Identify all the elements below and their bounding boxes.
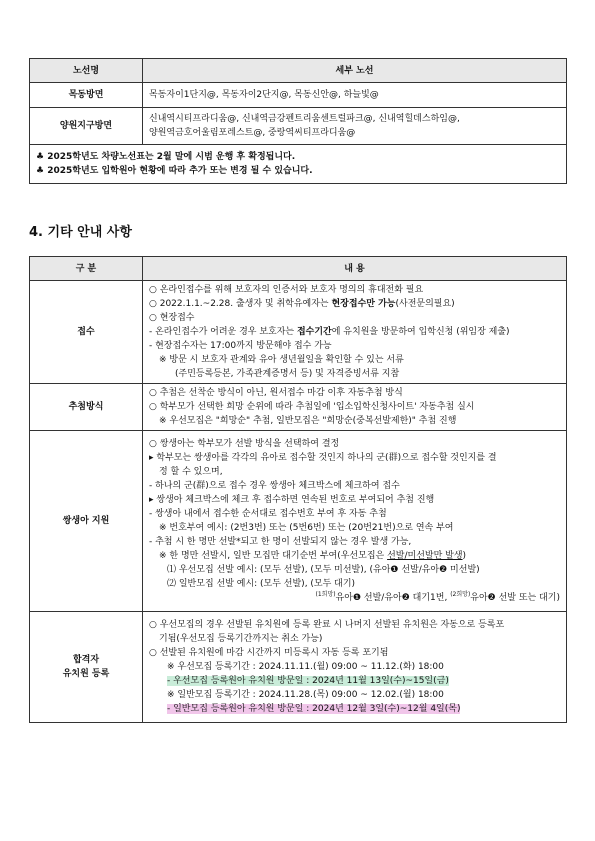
content-line: - 현장접수자는 17:00까지 방문해야 접수 가능 bbox=[149, 341, 332, 351]
content-line bbox=[149, 702, 560, 716]
highlight-green: - 우선모집 등록원아 유치원 방문일 : 2024년 11월 13일(수)~15일(금) bbox=[167, 676, 449, 686]
content-line: ※ 방문 시 보호자 관계와 유아 생년월일을 확인할 수 있는 서류 bbox=[159, 355, 404, 365]
route-name: 목동방면 bbox=[30, 83, 143, 108]
content-line: ▸ 학부모는 쌍생아를 각각의 유아로 접수할 것인지 하나의 군(群)으로 접수할 것인지를 결 bbox=[149, 453, 497, 463]
row-content bbox=[143, 612, 567, 723]
table-row-lottery bbox=[30, 384, 567, 431]
content-line: ※ 일반모집 등록기간 : 2024.11.28.(목) 09:00 ~ 12.02.(월) 18:00 bbox=[167, 690, 444, 700]
route-detail bbox=[143, 83, 567, 108]
content-line: (주민등록등본, 가족관계증명서 등) 및 자격증빙서류 지참 bbox=[175, 369, 400, 379]
content-line: - 온라인접수가 어려운 경우 보호자는 접수기간에 유치원을 방문하여 입학신청 (위임장 제출) bbox=[149, 327, 510, 337]
row-label-line: 유치원 등록 bbox=[62, 669, 110, 679]
row-label: 쌍생아 지원 bbox=[30, 431, 143, 612]
content-line: ○ 온라인접수를 위해 보호자의 인증서와 보호자 명의의 휴대전화 필요 bbox=[149, 285, 424, 295]
table-row bbox=[30, 83, 567, 108]
header-route-name: 노선명 bbox=[30, 59, 143, 83]
content-line: ⑵ 일반모집 선발 예시: (모두 선발), (모두 대기) bbox=[167, 579, 356, 589]
content-line: ※ 한 명만 선발시, 일반 모집만 대기순번 부여(우선모집은 선발/미선발만 발생) bbox=[159, 551, 467, 561]
content-line: - 추첨 시 한 명만 선발*되고 한 명이 선발되지 않는 경우 발생 가능, bbox=[149, 537, 412, 547]
content-line: ※ 번호부여 예시: (2번3번) 또는 (5번6번) 또는 (20번21번)으로 연속 부여 bbox=[159, 523, 454, 533]
info-table-header bbox=[30, 257, 567, 281]
header-content: 내 용 bbox=[143, 257, 567, 281]
content-line: ○ 추첨은 선착순 방식이 아닌, 원서접수 마감 이후 자동추첨 방식 bbox=[149, 388, 403, 398]
row-content bbox=[143, 281, 567, 384]
route-detail-line: 신내역시티프라디움@, 신내역금강펜트리움센트럴파크@, 신내역힐데스하임@, bbox=[149, 114, 460, 124]
route-notes bbox=[30, 145, 567, 184]
route-note: ♣ 2025학년도 입학원아 현황에 따라 추가 또는 변경 될 수 있습니다. bbox=[36, 166, 313, 176]
content-line: ⑴ 우선모집 선발 예시: (모두 선발), (모두 미선발), (유아❶ 선발/유아❷ 미선발) bbox=[167, 565, 480, 575]
route-name: 양원지구방면 bbox=[30, 108, 143, 145]
route-note: ♣ 2025학년도 차량노선표는 2월 말에 시범 운행 후 확정됩니다. bbox=[36, 152, 296, 162]
content-line bbox=[149, 674, 560, 688]
row-label: 접수 bbox=[30, 281, 143, 384]
section-title: 4. 기타 안내 사항 bbox=[29, 225, 132, 240]
table-row-twins bbox=[30, 431, 567, 612]
route-table-header bbox=[30, 59, 567, 83]
content-line: ○ 우선모집의 경우 선발된 유치원에 등록 완료 시 나머지 선발된 유치원은 자동으로 등록포 bbox=[149, 620, 505, 630]
row-content bbox=[143, 431, 567, 612]
row-label-line: 합격자 bbox=[72, 655, 100, 665]
row-content bbox=[143, 384, 567, 431]
content-line: - 하나의 군(群)으로 접수 경우 쌍생아 체크박스에 체크하여 접수 bbox=[149, 481, 400, 491]
content-line: ▸ 쌍생아 체크박스에 체크 후 접수하면 연속된 번호로 부여되어 추첨 진행 bbox=[149, 495, 435, 505]
content-line: 정 할 수 있으며, bbox=[159, 467, 223, 477]
content-line: ○ 선발된 유치원에 마감 시간까지 미등록시 자동 등록 포기됨 bbox=[149, 648, 389, 658]
table-row-registration bbox=[30, 612, 567, 723]
header-route-detail: 세부 노선 bbox=[143, 59, 567, 83]
content-line: ※ 우선모집은 "희망순" 추첨, 일반모집은 "희망순(중복선발제한)" 추첨 진행 bbox=[159, 416, 457, 426]
route-detail-line: 목동자이1단지@, 목동자이2단지@, 목동신안@, 하늘빛@ bbox=[149, 90, 379, 100]
header-category: 구 분 bbox=[30, 257, 143, 281]
content-line: ○ 쌍생아는 학부모가 선발 방식을 선택하여 결정 bbox=[149, 439, 340, 449]
route-detail-line: 양원역금호어울림포레스트@, 중랑역씨티프라디움@ bbox=[149, 128, 356, 138]
row-label: 추첨방식 bbox=[30, 384, 143, 431]
info-table bbox=[29, 256, 567, 723]
content-line: ○ 2022.1.1.~2.28. 출생자 및 취학유예자는 현장접수만 가능(사전문의필요) bbox=[149, 299, 455, 309]
highlight-pink: - 일반모집 등록원아 유치원 방문일 : 2024년 12월 3일(수)~12월 4일(목) bbox=[167, 704, 461, 714]
content-line: - 쌍생아 내에서 접수한 순서대로 접수번호 부여 후 자동 추첨 bbox=[149, 509, 387, 519]
route-notes-row bbox=[30, 145, 567, 184]
route-table bbox=[29, 58, 567, 184]
table-row bbox=[30, 108, 567, 145]
content-line: ○ 학부모가 선택한 희망 순위에 따라 추첨일에 '입소입학신청사이트' 자동추첨 실시 bbox=[149, 402, 475, 412]
route-detail bbox=[143, 108, 567, 145]
content-line: ※ 우선모집 등록기간 : 2024.11.11.(월) 09:00 ~ 11.12.(화) 18:00 bbox=[167, 662, 444, 672]
table-row-reception bbox=[30, 281, 567, 384]
row-label bbox=[30, 612, 143, 723]
content-line: ○ 현장접수 bbox=[149, 313, 195, 323]
content-line: 기됨(우선모집 등록기간까지는 취소 가능) bbox=[159, 634, 323, 644]
content-line: $^{(1희망)}$유아❶ 선발/유아❷ 대기1번, $^{(2희망)}$유아❷ 선발 또는 대기) bbox=[315, 591, 560, 603]
